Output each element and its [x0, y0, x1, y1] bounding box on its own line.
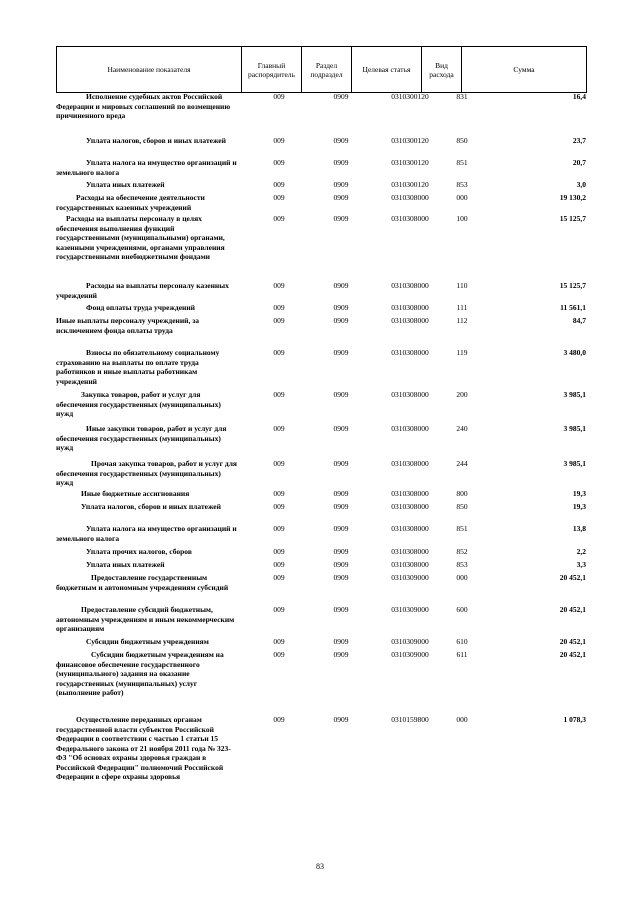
row-rzpr: 0909 — [333, 424, 349, 433]
header-vr: Вид расхода — [422, 47, 462, 93]
row-name: Расходы на выплаты персоналу в целях обеспечения выполнения функций государственными (муниципальными) органами, казенными учреждениями, органами управления государственными внебюджетными фондами — [56, 214, 225, 261]
row-vr: 800 — [456, 489, 468, 498]
header-grbs: Главный распорядитель — [242, 47, 302, 93]
row-grbs: 009 — [273, 348, 285, 357]
row-rzpr: 0909 — [333, 303, 349, 312]
row-vr: 600 — [456, 605, 468, 614]
row-sum: 3 985,1 — [563, 424, 586, 433]
row-vr: 611 — [456, 650, 468, 659]
row-grbs: 009 — [273, 424, 285, 433]
row-vr: 000 — [456, 715, 468, 724]
row-grbs: 009 — [273, 605, 285, 614]
row-vr: 850 — [456, 136, 468, 145]
row-name: Уплата налога на имущество организаций и земельного налога — [56, 524, 237, 543]
row-name: Уплата иных платежей — [86, 560, 165, 569]
row-rzpr: 0909 — [333, 316, 349, 325]
row-sum: 84,7 — [572, 316, 586, 325]
row-csr: 0310308000 — [391, 560, 429, 569]
row-vr: 100 — [456, 214, 468, 223]
row-rzpr: 0909 — [333, 605, 349, 614]
row-grbs: 009 — [273, 560, 285, 569]
row-name: Уплата налогов, сборов и иных платежей — [81, 502, 221, 511]
row-rzpr: 0909 — [333, 390, 349, 399]
row-sum: 19 130,2 — [559, 193, 586, 202]
row-name: Субсидии бюджетным учреждениям — [86, 637, 209, 646]
row-sum: 20 452,1 — [559, 605, 586, 614]
row-grbs: 009 — [273, 637, 285, 646]
row-grbs: 009 — [273, 715, 285, 724]
row-name: Прочая закупка товаров, работ и услуг для обеспечения государственных (муниципальных) нужд — [56, 459, 237, 487]
row-sum: 23,7 — [572, 136, 586, 145]
row-csr: 0310300120 — [391, 180, 429, 189]
row-rzpr: 0909 — [333, 489, 349, 498]
row-sum: 15 125,7 — [559, 281, 586, 290]
row-sum: 19,3 — [572, 502, 586, 511]
row-grbs: 009 — [273, 489, 285, 498]
row-rzpr: 0909 — [333, 560, 349, 569]
row-sum: 15 125,7 — [559, 214, 586, 223]
row-csr: 0310300120 — [391, 136, 429, 145]
row-csr: 0310300120 — [391, 92, 429, 101]
row-sum: 3 985,1 — [563, 459, 586, 468]
row-rzpr: 0909 — [333, 502, 349, 511]
row-sum: 2,2 — [576, 547, 586, 556]
row-vr: 852 — [456, 547, 468, 556]
row-grbs: 009 — [273, 136, 285, 145]
row-csr: 0310309000 — [391, 650, 429, 659]
row-sum: 3,0 — [576, 180, 586, 189]
row-grbs: 009 — [273, 573, 285, 582]
row-csr: 0310308000 — [391, 524, 429, 533]
row-sum: 1 078,3 — [563, 715, 586, 724]
row-sum: 3,3 — [576, 560, 586, 569]
row-grbs: 009 — [273, 390, 285, 399]
row-grbs: 009 — [273, 92, 285, 101]
row-sum: 13,8 — [572, 524, 586, 533]
row-csr: 0310308000 — [391, 424, 429, 433]
row-grbs: 009 — [273, 180, 285, 189]
row-rzpr: 0909 — [333, 348, 349, 357]
row-name: Уплата иных платежей — [86, 180, 165, 189]
row-vr: 000 — [456, 193, 468, 202]
row-name: Иные выплаты персоналу учреждений, за исключением фонда оплаты труда — [56, 316, 200, 335]
row-grbs: 009 — [273, 650, 285, 659]
row-name: Уплата налога на имущество организаций и земельного налога — [56, 158, 237, 177]
row-grbs: 009 — [273, 281, 285, 290]
row-rzpr: 0909 — [333, 637, 349, 646]
row-name: Закупка товаров, работ и услуг для обеспечения государственных (муниципальных) нужд — [56, 390, 221, 418]
row-vr: 000 — [456, 573, 468, 582]
row-rzpr: 0909 — [333, 547, 349, 556]
row-csr: 0310309000 — [391, 605, 429, 614]
row-name: Расходы на выплаты персоналу казенных учреждений — [56, 281, 229, 300]
row-rzpr: 0909 — [333, 459, 349, 468]
page-number: 83 — [316, 862, 324, 871]
row-vr: 853 — [456, 560, 468, 569]
table-header — [56, 46, 587, 93]
row-rzpr: 0909 — [333, 650, 349, 659]
row-vr: 850 — [456, 502, 468, 511]
row-sum: 11 561,1 — [560, 303, 586, 312]
row-grbs: 009 — [273, 158, 285, 167]
row-name: Взносы по обязательному социальному страхованию на выплаты по оплате труда работников и иные выплаты работникам учреждений — [56, 348, 220, 386]
row-csr: 0310309000 — [391, 573, 429, 582]
row-name: Расходы на обеспечение деятельности государственных казенных учреждений — [56, 193, 205, 212]
row-csr: 0310308000 — [391, 390, 429, 399]
row-sum: 19,3 — [572, 489, 586, 498]
row-grbs: 009 — [273, 459, 285, 468]
row-name: Фонд оплаты труда учреждений — [86, 303, 195, 312]
row-rzpr: 0909 — [333, 573, 349, 582]
row-sum: 20 452,1 — [559, 650, 586, 659]
row-rzpr: 0909 — [333, 524, 349, 533]
row-grbs: 009 — [273, 303, 285, 312]
row-grbs: 009 — [273, 316, 285, 325]
row-rzpr: 0909 — [333, 214, 349, 223]
row-csr: 0310309000 — [391, 637, 429, 646]
row-rzpr: 0909 — [333, 180, 349, 189]
row-csr: 0310308000 — [391, 303, 429, 312]
row-csr: 0310308000 — [391, 489, 429, 498]
row-grbs: 009 — [273, 524, 285, 533]
row-csr: 0310308000 — [391, 214, 429, 223]
row-vr: 112 — [456, 316, 468, 325]
header-sum: Сумма — [462, 47, 587, 93]
row-csr: 0310308000 — [391, 316, 429, 325]
row-vr: 851 — [456, 524, 468, 533]
row-name: Предоставление государственным бюджетным и автономным учреждениям субсидий — [56, 573, 229, 592]
row-vr: 111 — [456, 303, 468, 312]
row-vr: 244 — [456, 459, 468, 468]
header-name: Наименование показателя — [57, 47, 242, 93]
row-vr: 610 — [456, 637, 468, 646]
header-rzpr: Раздел подраздел — [302, 47, 352, 93]
row-csr: 0310308000 — [391, 281, 429, 290]
header-csr: Целевая статья — [352, 47, 422, 93]
row-sum: 3 480,0 — [563, 348, 586, 357]
row-vr: 119 — [456, 348, 468, 357]
row-sum: 20,7 — [572, 158, 586, 167]
row-rzpr: 0909 — [333, 715, 349, 724]
row-name: Иные бюджетные ассигнования — [81, 489, 190, 498]
row-name: Предоставление субсидий бюджетным, автономным учреждениям и иным некоммерческим организациям — [56, 605, 235, 633]
row-vr: 831 — [456, 92, 468, 101]
row-csr: 0310308000 — [391, 502, 429, 511]
row-sum: 16,4 — [572, 92, 586, 101]
row-sum: 3 985,1 — [563, 390, 586, 399]
row-name: Осуществление переданных органам государственной власти субъектов Российской Федерации в соответствии с частью 1 статьи 15 Федерального закона от 21 ноября 2011 года № 323-ФЗ "Об основах охраны здоровья граждан в Российской Федерации" полномочий Российской Федерации в сфере охраны здоровья — [56, 715, 231, 781]
row-name: Уплата налогов, сборов и иных платежей — [86, 136, 226, 145]
row-name: Исполнение судебных актов Российской Федерации и мировых соглашений по возмещению причиненного вреда — [56, 92, 231, 120]
row-vr: 240 — [456, 424, 468, 433]
row-csr: 0310308000 — [391, 193, 429, 202]
row-vr: 110 — [456, 281, 468, 290]
row-vr: 851 — [456, 158, 468, 167]
row-csr: 0310308000 — [391, 348, 429, 357]
row-rzpr: 0909 — [333, 193, 349, 202]
row-rzpr: 0909 — [333, 158, 349, 167]
row-grbs: 009 — [273, 193, 285, 202]
row-rzpr: 0909 — [333, 136, 349, 145]
row-name: Уплата прочих налогов, сборов — [86, 547, 192, 556]
row-rzpr: 0909 — [333, 92, 349, 101]
row-rzpr: 0909 — [333, 281, 349, 290]
row-sum: 20 452,1 — [559, 573, 586, 582]
row-grbs: 009 — [273, 547, 285, 556]
row-vr: 200 — [456, 390, 468, 399]
row-vr: 853 — [456, 180, 468, 189]
row-name: Иные закупки товаров, работ и услуг для обеспечения государственных (муниципальных) нужд — [56, 424, 227, 452]
row-csr: 0310308000 — [391, 459, 429, 468]
row-csr: 0310300120 — [391, 158, 429, 167]
row-csr: 0310308000 — [391, 547, 429, 556]
row-name: Субсидии бюджетным учреждениям на финансовое обеспечение государственного (муниципального) задания на оказание государственных (муниципальных) услуг (выполнение работ) — [56, 650, 224, 697]
row-sum: 20 452,1 — [559, 637, 586, 646]
row-grbs: 009 — [273, 502, 285, 511]
row-grbs: 009 — [273, 214, 285, 223]
row-csr: 0310159800 — [391, 715, 429, 724]
